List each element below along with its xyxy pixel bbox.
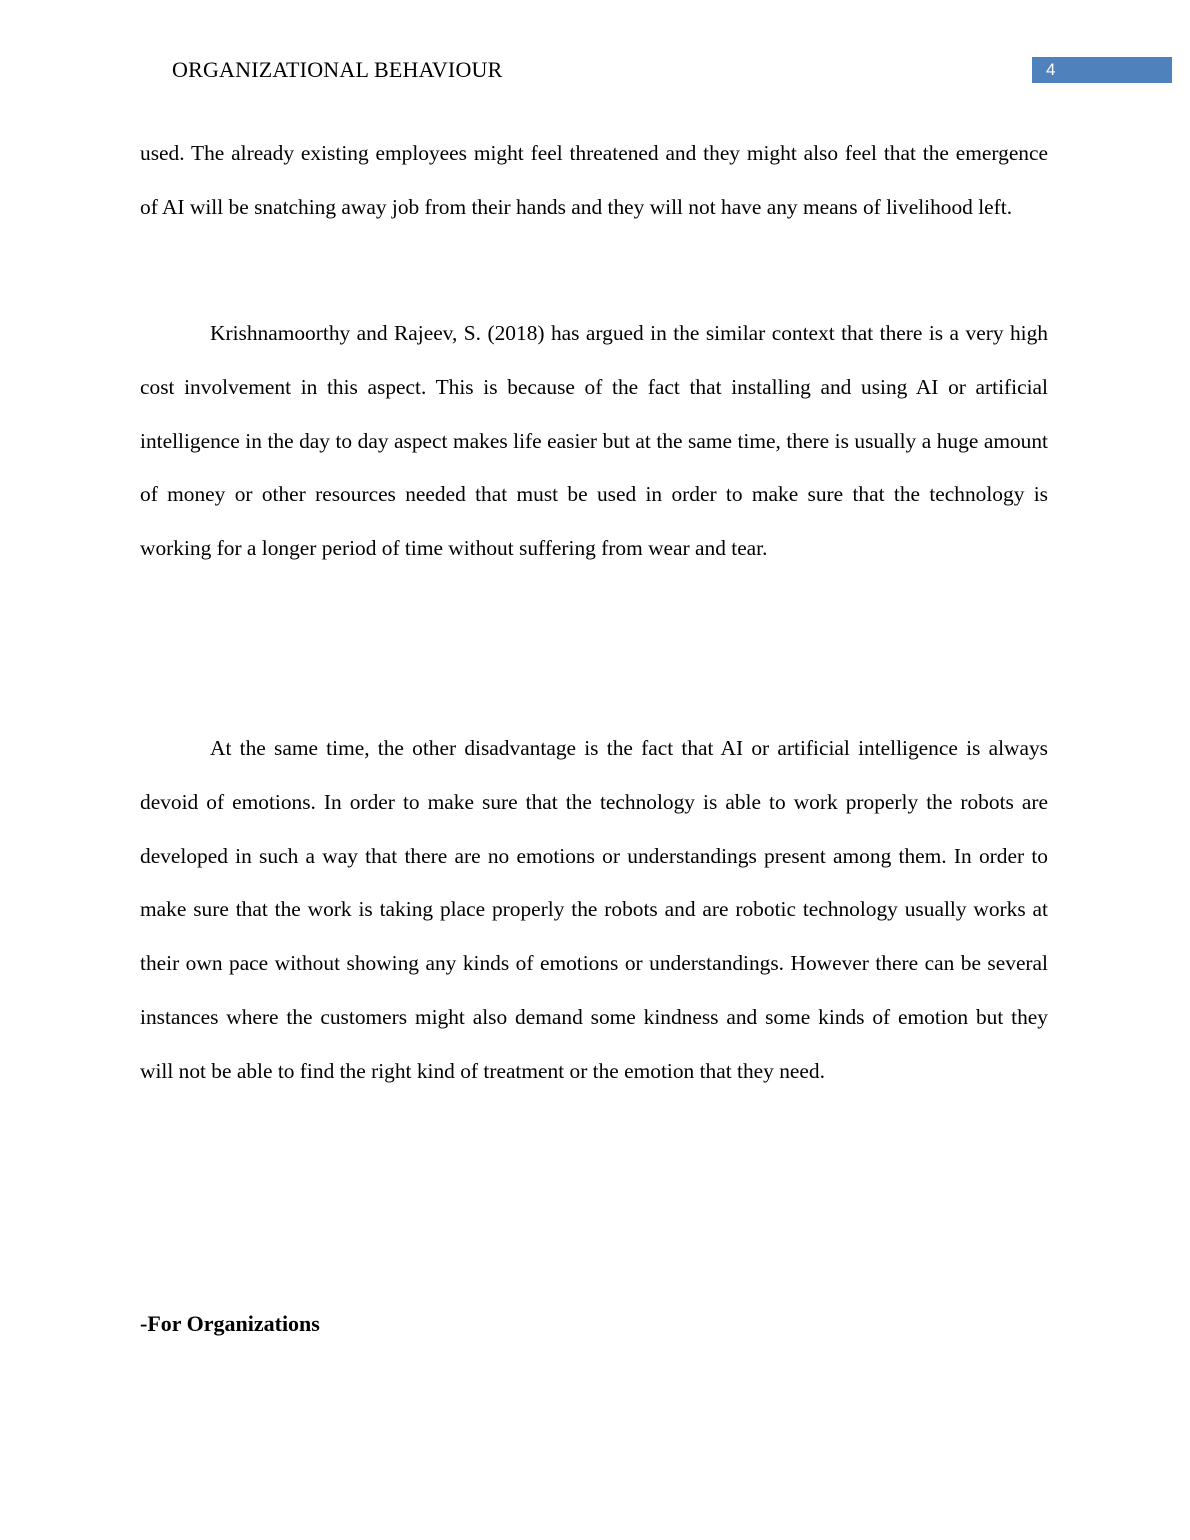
page-number: 4: [1032, 57, 1172, 83]
body-paragraph-cost: Krishnamoorthy and Rajeev, S. (2018) has argued in the similar context that there is a very high cost involvement in this aspect. This is because of the fact that installing and using AI or artificial intelligence in the day to day aspect makes life easier but at the same time, there is usually a huge amount of money or other resources needed that must be used in order to make sure that the technology is working for a longer period of time without suffering from wear and tear.: [140, 321, 1048, 561]
body-paragraph-emotions: At the same time, the other disadvantage is the fact that AI or artificial intelligence is always devoid of emotions. In order to make sure that the technology is able to work properly the robots are developed in such a way that there are no emotions or understandings present among them. In order to make sure that the work is taking place properly the robots and are robotic technology usually works at their own pace without showing any kinds of emotions or understandings. However there can be several instances where the customers might also demand some kindness and some kinds of emotion but they will not be able to find the right kind of treatment or the emotion that they need.: [140, 736, 1048, 1083]
section-heading: -For Organizations: [140, 1311, 320, 1336]
running-head-title: ORGANIZATIONAL BEHAVIOUR: [172, 57, 503, 82]
body-paragraph-continuation: used. The already existing employees might feel threatened and they might also feel that the emergence of AI will be snatching away job from their hands and they will not have any means of livelihood left.: [140, 141, 1048, 219]
